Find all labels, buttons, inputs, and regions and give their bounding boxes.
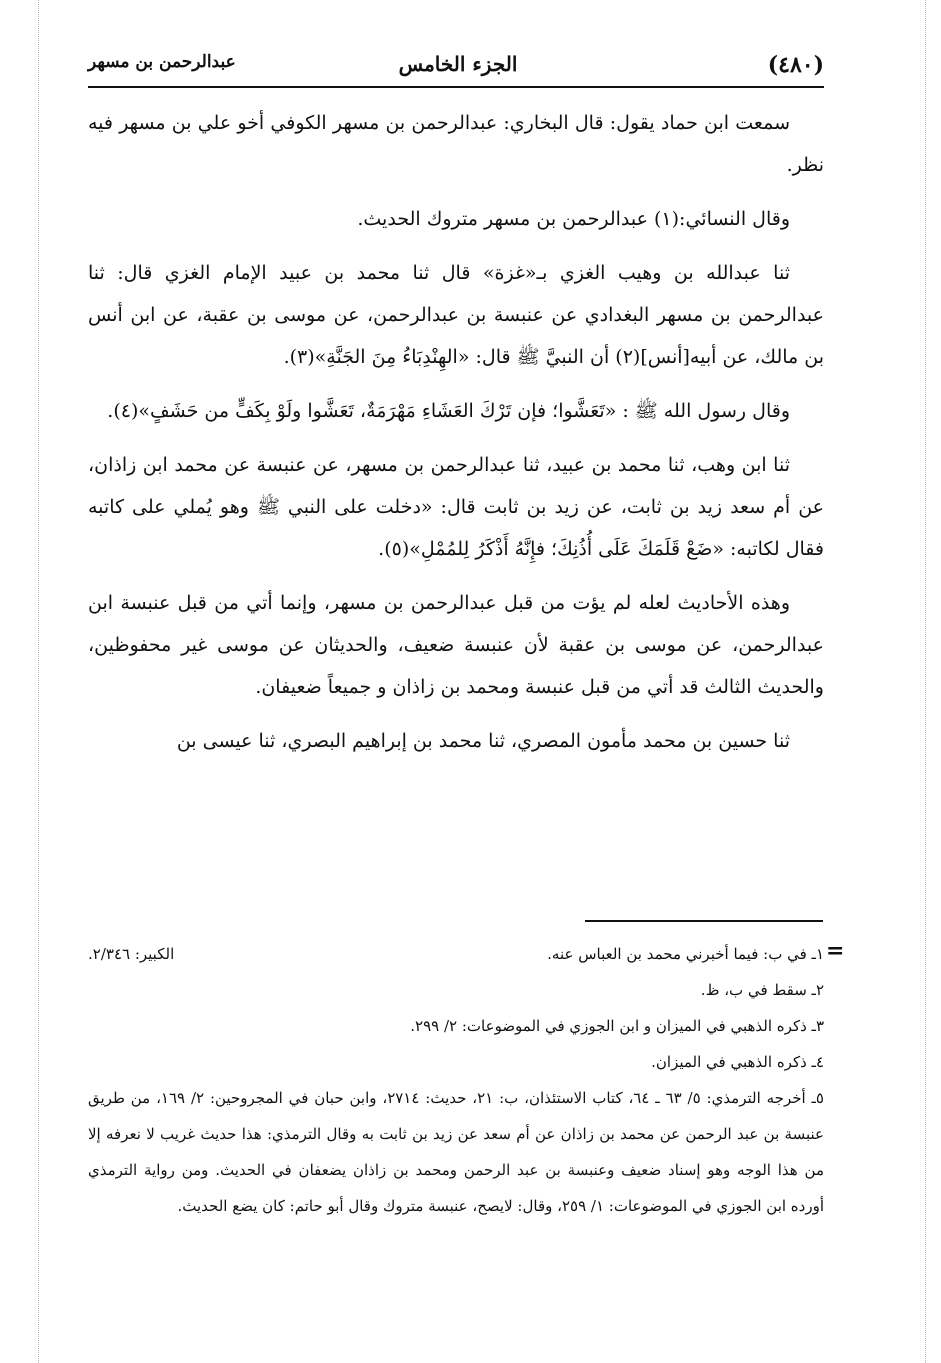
paragraph: وهذه الأحاديث لعله لم يؤت من قبل عبدالرحمن بن مسهر، وإنما أتي من قبل عنبسة ابن عبدالرحمن، عن موسى بن عقبة لأن عنبسة ضعيف، والحديثان عن موسى غير محفوظين، والحديث الثالث قد أتي من قبل عنبسة ومحمد بن زاذان و جميعاً ضعيفان.: [88, 592, 824, 698]
left-margin-guide: [38, 0, 39, 1363]
paragraph: وقال رسول الله ﷺ : «تَعَشَّوا؛ فإن تَرْكَ العَشَاءِ مَهْرَمَةٌ، تَعَشَّوا ولَوْ بِكَفٍّ من حَشَفٍ»(٤).: [107, 400, 790, 422]
footnote-first-row: [88, 936, 824, 972]
continuation-mark: =: [826, 938, 845, 964]
paragraph: سمعت ابن حماد يقول: قال البخاري: عبدالرحمن بن مسهر الكوفي أخو علي بن مسهر فيه نظر.: [88, 112, 824, 176]
footnotes: [88, 936, 824, 1224]
footnote-item: ٢ـ سقط في ب، ظ.: [700, 981, 824, 999]
footnote-carry-over: الكبير: ٢/٣٤٦.: [88, 945, 175, 963]
footnote-item: ١ـ في ب: فيما أخبرني محمد بن العباس عنه.: [547, 945, 824, 963]
paragraph: وقال النسائي:(١) عبدالرحمن بن مسهر متروك الحديث.: [357, 208, 790, 230]
main-text: [88, 102, 824, 774]
paragraph: ثنا عبدالله بن وهيب الغزي بـ«غزة» قال ثنا محمد بن عبيد الإمام الغزي قال: ثنا عبدالرحمن بن مسهر البغدادي عن عنبسة بن عبدالرحمن، عن موسى بن عقبة، عن ابن أنس بن مالك، عن أبيه[أنس](٢) أن النبيَّ ﷺ قال: «الهِنْدِبَاءُ مِنَ الجَنَّةِ»(٣).: [88, 262, 824, 368]
footnote-separator: [585, 920, 823, 922]
running-header: [88, 46, 824, 88]
page-number: (٤٨٠): [767, 52, 824, 78]
right-margin-guide: [925, 0, 926, 1363]
paragraph: ثنا ابن وهب، ثنا محمد بن عبيد، ثنا عبدالرحمن بن مسهر، عن عنبسة عن محمد ابن زاذان، عن أم سعد زيد بن ثابت، عن زيد بن ثابت قال: «دخلت على النبي ﷺ وهو يُملي على كاتبه فقال لكاتبه: «ضَعْ قَلَمَكَ عَلَى أُذُنِكَ؛ فإِنَّهُ أَذْكَرُ لِلمُمْلِ»(٥).: [88, 454, 824, 560]
footnote-item: ٣ـ ذكره الذهبي في الميزان و ابن الجوزي في الموضوعات: ٢/ ٢٩٩.: [410, 1017, 824, 1035]
footnote-item: ٤ـ ذكره الذهبي في الميزان.: [651, 1053, 824, 1071]
paragraph: ثنا حسين بن محمد مأمون المصري، ثنا محمد بن إبراهيم البصري، ثنا عيسى بن: [176, 730, 790, 752]
footnote-item: ٥ـ أخرجه الترمذي: ٥/ ٦٣ ـ ٦٤، كتاب الاستئذان، ب: ٢١، حديث: ٢٧١٤، وابن حبان في المجروحين: ٢/ ١٦٩، من طريق عنبسة بن عبد الرحمن عن محمد بن زاذان عن أم سعد عن زيد بن ثابت به وقال الترمذي: هذا حديث غريب لا نعرفه إلا من هذا الوجه وهو إسناد ضعيف وعنبسة بن عبد الرحمن ومحمد بن زاذان يضعفان في الحديث. ومن رواية الترمذي أورده ابن الجوزي في الموضوعات: ١/ ٢٥٩، وقال: لايصح، عنبسة متروك وقال أبو حاتم: كان يضع الحديث.: [88, 1089, 824, 1215]
entry-name: عبدالرحمن بن مسهر: [88, 52, 236, 72]
part-title: الجزء الخامس: [398, 52, 518, 76]
